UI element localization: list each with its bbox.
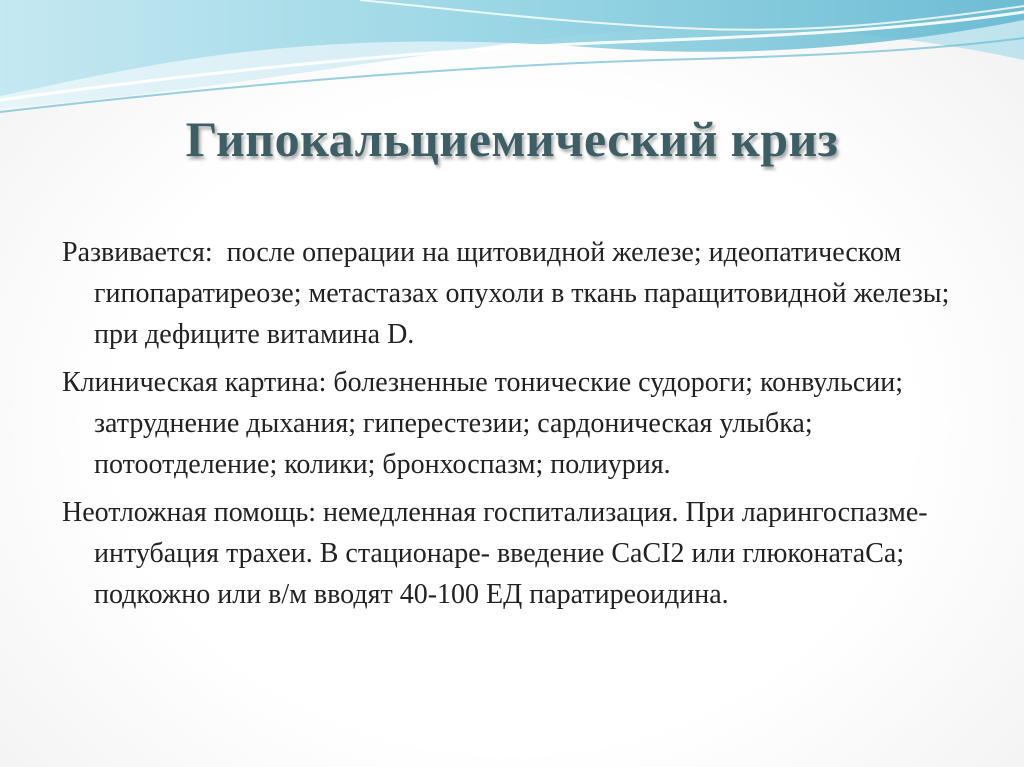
paragraph-label: Неотложная помощь: xyxy=(62,497,317,528)
paragraph-label: Развивается: xyxy=(62,237,213,268)
paragraph-clinical-picture xyxy=(62,362,982,485)
paragraph-emergency-care xyxy=(62,492,982,615)
paragraph-text: болезненные тонические судороги; конвульсии; затруднение дыхания; гиперестезии; сардоническая улыбка; потоотделение; колики; бронхоспазм; полиурия. xyxy=(94,367,911,480)
paragraph-text: немедленная госпитализация. При ларингоспазме- интубация трахеи. В стационаре- введение СаСI2 или глюконатаСа; подкожно или в/м вводят 40-100 ЕД паратиреоидина. xyxy=(94,497,935,610)
paragraph-label: Клиническая картина: xyxy=(62,367,327,398)
slide-title: Гипокальциемический криз xyxy=(185,111,839,167)
paragraph-develops xyxy=(62,232,982,355)
slide-body xyxy=(62,232,982,622)
paragraph-text: после операции на щитовидной железе; идеопатическом гипопаратиреозе; метастазах опухоли в ткань паращитовидной железы; при дефиците витамина D. xyxy=(94,237,957,350)
